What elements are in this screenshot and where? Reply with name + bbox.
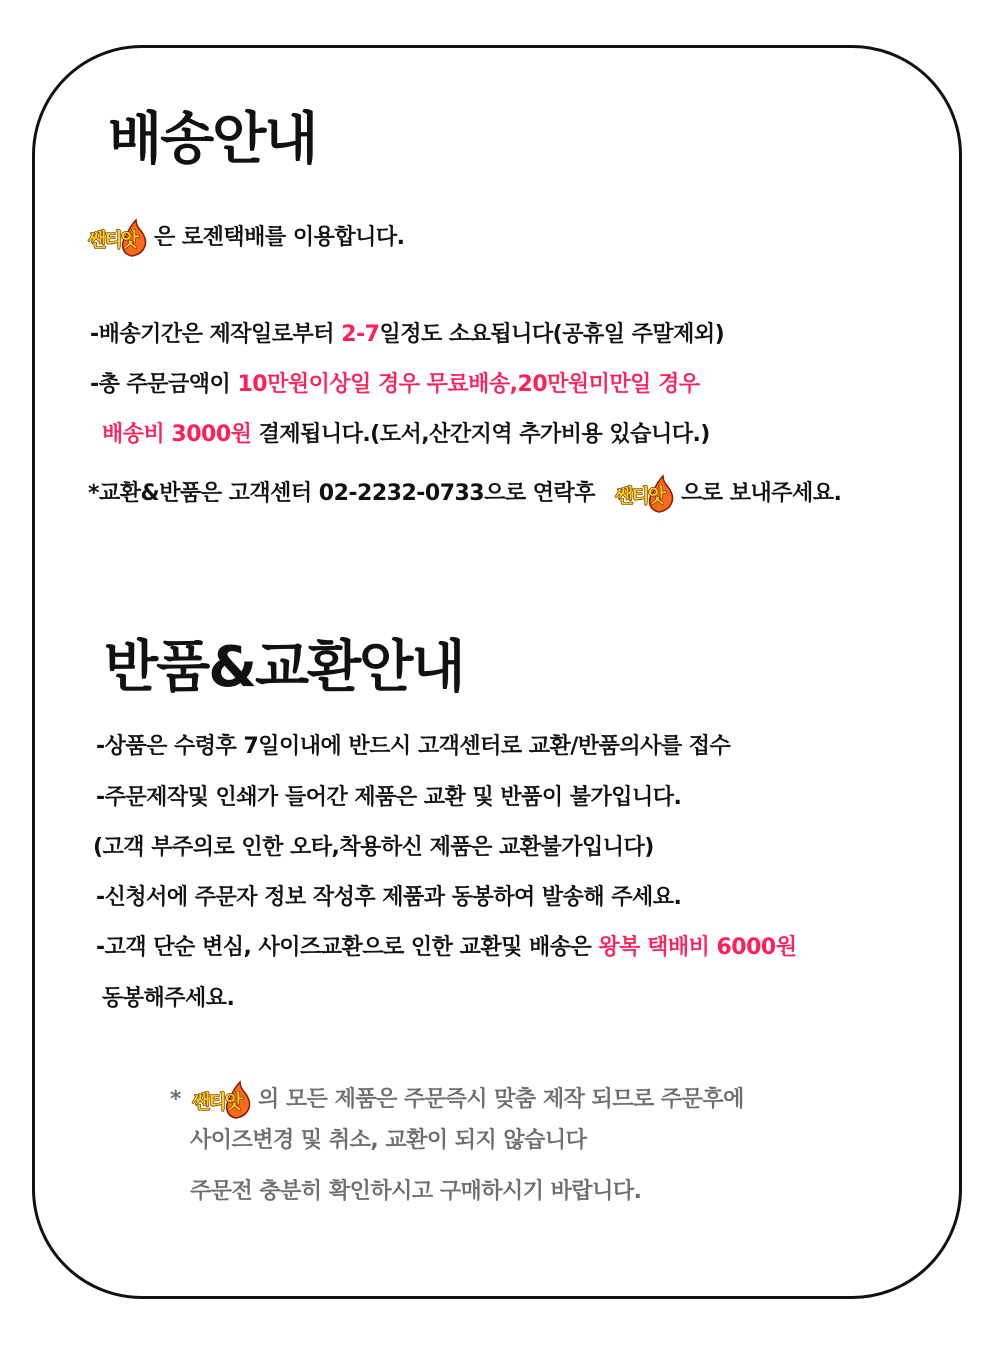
returns-line: -주문제작및 인쇄가 들어간 제품은 교환 및 반품이 불가입니다. xyxy=(96,785,682,810)
notice-text: 의 모든 제품은 주문즉시 맞춤 제작 되므로 주문후에 xyxy=(258,1087,744,1112)
exchange-text-end: 으로 보내주세요. xyxy=(681,481,842,506)
period-highlight: 2-7 xyxy=(341,322,380,347)
returns-line: -신청서에 주문자 정보 작성후 제품과 동봉하여 발송해 주세요. xyxy=(96,885,682,910)
exchange-text: *교환&반품은 고객센터 02-2232-0733으로 연락후 xyxy=(88,481,596,506)
returns-change xyxy=(96,937,796,959)
svg-text:쌘티앗: 쌘티앗 xyxy=(88,229,138,251)
notice-line-2: 사이즈변경 및 취소, 교환이 되지 않습니다 xyxy=(190,1128,587,1153)
returns-line: (고객 부주의로 인한 오타,착용하신 제품은 교환불가입니다) xyxy=(93,835,654,860)
svg-text:쌘티앗: 쌘티앗 xyxy=(192,1091,242,1113)
brand-logo-icon xyxy=(613,474,679,514)
brand-logo-icon xyxy=(86,218,152,258)
notice-line-3: 주문전 충분히 확인하시고 구매하시기 바랍니다. xyxy=(190,1179,642,1204)
change-text: -고객 단순 변심, 사이즈교환으로 인한 교환및 배송은 xyxy=(96,935,599,960)
period-text-end: 일정도 소요됩니다(공휴일 주말제외) xyxy=(379,322,725,347)
shipping-total xyxy=(90,374,700,396)
brand-logo-icon xyxy=(190,1080,256,1120)
total-highlight: 10만원이상일 경우 무료배송,20만원미만일 경우 xyxy=(237,372,700,397)
fee-text: 결제됩니다.(도서,산간지역 추가비용 있습니다.) xyxy=(251,422,710,447)
total-text: -총 주문금액이 xyxy=(90,372,238,397)
shipping-intro xyxy=(86,218,404,258)
returns-line: -상품은 수령후 7일이내에 반드시 고객센터로 교환/반품의사를 접수 xyxy=(96,734,731,759)
notice-star: * xyxy=(170,1087,182,1112)
shipping-exchange xyxy=(88,474,841,514)
shipping-fee xyxy=(102,424,710,446)
shipping-title: 배송안내 xyxy=(108,107,317,172)
returns-title: 반품&교환안내 xyxy=(104,635,464,700)
returns-change-end: 동봉해주세요. xyxy=(102,986,235,1011)
shipping-period xyxy=(90,324,724,346)
fee-highlight: 배송비 3000원 xyxy=(102,422,252,447)
period-text: -배송기간은 제작일로부터 xyxy=(90,322,342,347)
svg-text:쌘티앗: 쌘티앗 xyxy=(615,485,665,507)
notice-line-1 xyxy=(170,1080,744,1120)
change-highlight: 왕복 택배비 6000원 xyxy=(598,935,797,960)
shipping-intro-text: 은 로젠택배를 이용합니다. xyxy=(154,225,405,250)
